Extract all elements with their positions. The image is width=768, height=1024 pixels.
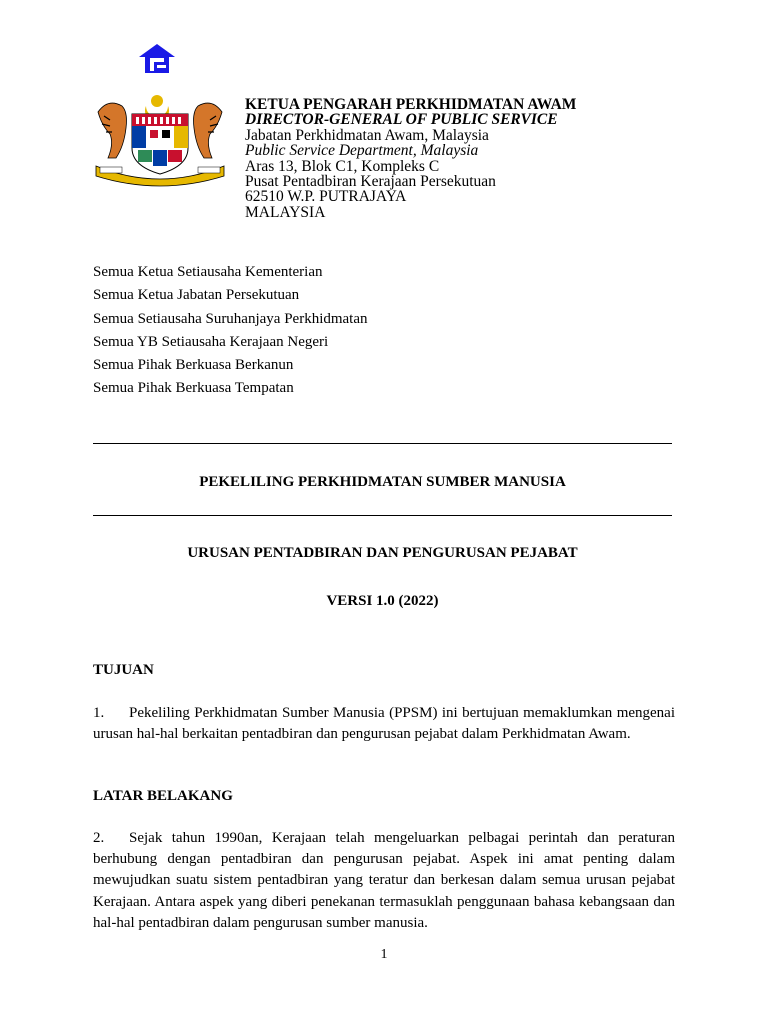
letterhead-dept-ms: Jabatan Perkhidmatan Awam, Malaysia [245, 126, 489, 144]
recipient-list [93, 261, 368, 401]
coat-of-arms-icon [90, 92, 230, 188]
recipient-item: Semua Pihak Berkuasa Berkanun [93, 357, 294, 374]
letterhead-title-ms: KETUA PENGARAH PERKHIDMATAN AWAM [245, 96, 577, 113]
circular-type: PEKELILING PERKHIDMATAN SUMBER MANUSIA [199, 474, 566, 490]
circular-version: VERSI 1.0 (2022) [326, 593, 439, 609]
recipient-item: Semua Ketua Setiausaha Kementerian [93, 264, 323, 280]
paragraph-2-text: Sejak tahun 1990an, Kerajaan telah mengeluarkan pelbagai perintah dan peraturan berhubung dengan pentadbiran dan pengurusan pejabat. Aspek ini amat penting dalam mewujudkan suatu sistem pentadbiran yang teratur dan berkesan dalam semua urusan pejabat Kerajaan. Antara aspek yang diberi penekanan termasuklah penggunaan bahasa kebangsaan dan hal-hal pentadbiran dalam pengurusan sumber manusia. [93, 830, 675, 931]
page-number: 1 [380, 947, 388, 962]
divider-bottom [93, 515, 672, 516]
letterhead [245, 97, 576, 220]
purpose-heading: TUJUAN [93, 662, 154, 678]
paragraph-2-number: 2. [93, 830, 105, 846]
letterhead-address-line: MALAYSIA [245, 203, 326, 221]
divider-top [93, 443, 672, 444]
letterhead-dept-en: Public Service Department, Malaysia [245, 142, 479, 160]
letterhead-address-line: Pusat Pentadbiran Kerajaan Persekutuan [245, 173, 496, 191]
background-heading: LATAR BELAKANG [93, 788, 233, 804]
recipient-item: Semua Ketua Jabatan Persekutuan [93, 287, 300, 304]
paragraph-2 [93, 828, 675, 934]
letterhead-title-en: DIRECTOR-GENERAL OF PUBLIC SERVICE [245, 111, 558, 129]
recipient-item: Semua Setiausaha Suruhanjaya Perkhidmatan [93, 310, 368, 327]
recipient-item: Semua YB Setiausaha Kerajaan Negeri [93, 333, 329, 350]
recipient-item: Semua Pihak Berkuasa Tempatan [93, 380, 294, 397]
jpa-logo-icon [137, 43, 177, 77]
letterhead-address-line: 62510 W.P. PUTRAJAYA [245, 188, 407, 206]
paragraph-1-text: Pekeliling Perkhidmatan Sumber Manusia (PPSM) ini bertujuan memaklumkan mengenai urusan hal-hal berkaitan pentadbiran dan pengurusan pejabat dalam Perkhidmatan Awam. [93, 705, 675, 743]
letterhead-address-line: Aras 13, Blok C1, Kompleks C [245, 157, 440, 175]
paragraph-1-number: 1. [93, 705, 105, 721]
circular-subject: URUSAN PENTADBIRAN DAN PENGURUSAN PEJABAT [187, 545, 578, 561]
paragraph-1 [93, 703, 675, 745]
